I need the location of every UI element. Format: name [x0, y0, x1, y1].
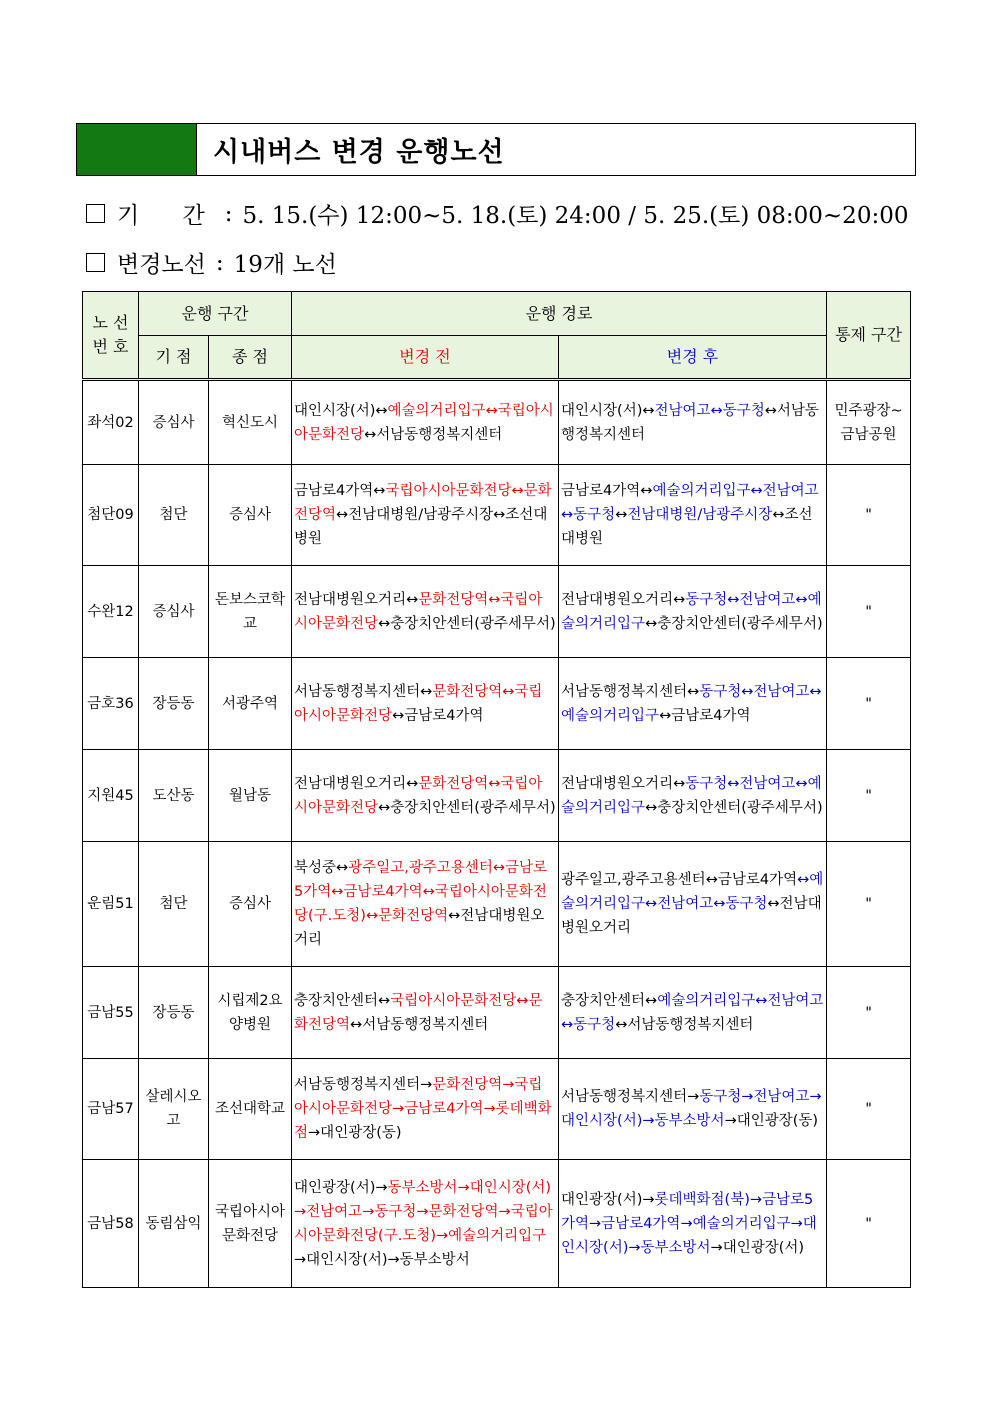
- table-row: [83, 658, 911, 750]
- before-route-cell: [292, 1160, 559, 1288]
- route-segment: ↔예술의거리입구↔전남여고↔동구청: [561, 872, 824, 912]
- route-segment: 광주일고,광주고용센터↔금남로5가역↔금남로4가역↔국립아시아문화전당(구.도청)↔문화전당역: [294, 860, 548, 924]
- after-route-cell: [559, 842, 827, 967]
- period-line: [86, 197, 908, 230]
- route-no-cell: 좌석02: [83, 380, 139, 465]
- period-sep: :: [224, 200, 233, 227]
- route-segment: 전남대병원오거리↔: [294, 775, 419, 792]
- table-row: [83, 380, 911, 465]
- route-segment: 동구청↔전남여고↔예술의거리입구: [561, 683, 822, 724]
- start-cell: 증심사: [139, 380, 209, 465]
- table-row: [83, 967, 911, 1059]
- route-segment: 서남동행정복지센터↔: [294, 683, 433, 700]
- route-segment: 서남동행정복지센터→: [561, 1089, 700, 1105]
- before-route-cell: [292, 658, 559, 750]
- route-segment: ↔전남대병원/남광주시장↔조선대병원: [294, 507, 548, 547]
- start-cell: 동림삼익: [139, 1160, 209, 1288]
- after-route-cell: [559, 465, 827, 566]
- route-segment: 대인시장(서)↔: [561, 402, 655, 419]
- header-section: 운행 구간: [139, 292, 292, 336]
- route-segment: ↔서남동행정복지센터: [350, 1016, 489, 1033]
- routes-count-line: [86, 246, 337, 279]
- end-cell: 돈보스코학교: [209, 566, 292, 658]
- period-label: 기 간: [117, 203, 223, 229]
- route-segment: 금남로4가역↔: [561, 483, 653, 499]
- start-cell: 증심사: [139, 566, 209, 658]
- header-end: 종 점: [209, 336, 292, 380]
- end-cell: 국립아시아문화전당: [209, 1160, 292, 1288]
- end-cell: 조선대학교: [209, 1059, 292, 1160]
- route-segment: ↔조선대병원: [561, 507, 813, 547]
- control-cell: ": [827, 658, 911, 750]
- route-segment: ↔충장치안센터(광주세무서): [378, 615, 556, 632]
- route-segment: ↔: [615, 507, 628, 523]
- table-row: [83, 566, 911, 658]
- route-segment: ↔전남대병원오거리: [561, 896, 822, 936]
- route-no-cell: 금남57: [83, 1059, 139, 1160]
- routes-count-value: 19개 노선: [233, 252, 337, 278]
- route-segment: 국립아시아문화전당↔문화전당역: [294, 992, 543, 1033]
- route-no-cell: 첨단09: [83, 465, 139, 566]
- route-no-cell: 수완12: [83, 566, 139, 658]
- header-route-no: 노 선 번 호: [83, 292, 139, 380]
- end-cell: 서광주역: [209, 658, 292, 750]
- route-segment: 동구청↔전남여고↔예술의거리입구: [561, 775, 822, 816]
- route-segment: ↔전남대병원오거리: [294, 908, 545, 948]
- route-segment: 예술의거리입구↔국립아시아문화전당: [294, 402, 554, 443]
- route-segment: ↔서남동행정복지센터: [615, 1016, 754, 1033]
- routes-count-label: 변경노선: [117, 252, 206, 278]
- table-row: [83, 1059, 911, 1160]
- end-cell: 증심사: [209, 465, 292, 566]
- route-segment: 대인시장(서)↔: [294, 402, 388, 419]
- before-route-cell: [292, 842, 559, 967]
- route-segment: 대인광장(서)→: [294, 1179, 388, 1196]
- start-cell: 장등동: [139, 658, 209, 750]
- route-segment: 금남로4가역↔: [294, 483, 386, 499]
- start-cell: 살레시오고: [139, 1059, 209, 1160]
- before-route-cell: [292, 380, 559, 465]
- route-segment: 전남여고↔동구청: [654, 402, 765, 419]
- end-cell: 시립제2요양병원: [209, 967, 292, 1059]
- start-cell: 첨단: [139, 465, 209, 566]
- route-table-body: [83, 380, 911, 1288]
- route-segment: 동구청↔전남여고↔예술의거리입구: [561, 591, 822, 632]
- control-cell: 민주광장~금남공원: [827, 380, 911, 465]
- route-no-cell: 금호36: [83, 658, 139, 750]
- route-segment: 충장치안센터↔: [561, 992, 658, 1009]
- route-segment: 동부소방서→대인시장(서)→전남여고→동구청→문화전당역→국립아시아문화전당(구.도청)→예술의거리입구: [294, 1179, 553, 1244]
- route-segment: 광주일고,광주고용센터↔금남로4가역: [561, 872, 798, 888]
- before-route-cell: [292, 967, 559, 1059]
- after-route-cell: [559, 1059, 827, 1160]
- before-route-cell: [292, 1059, 559, 1160]
- routes-count-sep: :: [215, 249, 224, 276]
- route-segment: 서남동행정복지센터↔: [561, 683, 700, 700]
- route-segment: ↔서남동행정복지센터: [561, 402, 819, 443]
- route-no-cell: 운림51: [83, 842, 139, 967]
- header-start: 기 점: [139, 336, 209, 380]
- page-title: 시내버스 변경 운행노선: [213, 137, 505, 168]
- route-segment: 전남대병원오거리↔: [561, 775, 686, 792]
- control-cell: ": [827, 842, 911, 967]
- route-segment: →대인시장(서)→동부소방서: [294, 1251, 470, 1268]
- route-segment: 전남대병원오거리↔: [294, 591, 419, 608]
- route-segment: 충장치안센터↔: [294, 992, 391, 1009]
- route-segment: 대인광장(서)→: [561, 1191, 655, 1208]
- header-after: 변경 후: [559, 336, 827, 380]
- route-segment: ↔충장치안센터(광주세무서): [378, 799, 556, 816]
- control-cell: ": [827, 566, 911, 658]
- header-before: 변경 전: [292, 336, 559, 380]
- route-segment: ↔충장치안센터(광주세무서): [645, 615, 823, 632]
- route-segment: 문화전당역↔국립아시아문화전당: [294, 775, 543, 816]
- route-segment: 롯데백화점(북)→금남로5가역→금남로4가역→예술의거리입구→대인시장(서)→동부소방서: [561, 1191, 817, 1256]
- control-cell: ": [827, 465, 911, 566]
- route-segment: 동구청→전남여고→대인시장(서)→동부소방서: [561, 1089, 822, 1129]
- checkbox-square-icon: [86, 253, 105, 272]
- before-route-cell: [292, 750, 559, 842]
- before-route-cell: [292, 566, 559, 658]
- after-route-cell: [559, 380, 827, 465]
- table-row: [83, 1160, 911, 1288]
- before-route-cell: [292, 465, 559, 566]
- end-cell: 혁신도시: [209, 380, 292, 465]
- table-row: [83, 842, 911, 967]
- route-segment: 서남동행정복지센터→: [294, 1077, 433, 1093]
- end-cell: 증심사: [209, 842, 292, 967]
- route-segment: ↔충장치안센터(광주세무서): [645, 799, 823, 816]
- header-path: 운행 경로: [292, 292, 827, 336]
- checkbox-square-icon: [86, 204, 105, 223]
- route-segment: 예술의거리입구↔전남여고↔동구청: [561, 483, 819, 523]
- route-segment: ↔금남로4가역: [659, 707, 751, 724]
- title-accent-bar: [77, 124, 197, 175]
- control-cell: ": [827, 967, 911, 1059]
- route-no-cell: 금남55: [83, 967, 139, 1059]
- after-route-cell: [559, 658, 827, 750]
- end-cell: 월남동: [209, 750, 292, 842]
- route-no-cell: 금남58: [83, 1160, 139, 1288]
- route-segment: →대인광장(동): [308, 1125, 402, 1141]
- route-segment: 전남대병원오거리↔: [561, 591, 686, 608]
- table-row: [83, 750, 911, 842]
- route-table: [82, 291, 911, 1288]
- title-box: [76, 123, 916, 176]
- control-cell: ": [827, 1160, 911, 1288]
- route-segment: 국립아시아문화전당↔문화전당역: [294, 483, 552, 523]
- route-no-cell: 지원45: [83, 750, 139, 842]
- route-segment: ↔서남동행정복지센터: [364, 426, 503, 443]
- after-route-cell: [559, 1160, 827, 1288]
- start-cell: 장등동: [139, 967, 209, 1059]
- period-value: 5. 15.(수) 12:00~5. 18.(토) 24:00 / 5. 25.(토) 08:00~20:00: [242, 203, 909, 229]
- route-segment: 문화전당역↔국립아시아문화전당: [294, 683, 543, 724]
- route-segment: 예술의거리입구↔전남여고↔동구청: [561, 992, 824, 1033]
- control-cell: ": [827, 750, 911, 842]
- route-segment: 문화전당역→국립아시아문화전당→금남로4가역→롯데백화점: [294, 1077, 552, 1141]
- after-route-cell: [559, 967, 827, 1059]
- after-route-cell: [559, 750, 827, 842]
- start-cell: 도산동: [139, 750, 209, 842]
- route-segment: ↔금남로4가역: [392, 707, 484, 724]
- route-segment: 문화전당역↔국립아시아문화전당: [294, 591, 543, 632]
- control-cell: ": [827, 1059, 911, 1160]
- route-segment: →대인광장(동): [724, 1113, 819, 1129]
- route-segment: 전남대병원/남광주시장: [627, 507, 773, 523]
- after-route-cell: [559, 566, 827, 658]
- route-segment: →대인광장(서): [710, 1239, 805, 1256]
- header-control: 통제 구간: [827, 292, 911, 380]
- route-segment: 북성중↔: [294, 860, 349, 876]
- start-cell: 첨단: [139, 842, 209, 967]
- table-row: [83, 465, 911, 566]
